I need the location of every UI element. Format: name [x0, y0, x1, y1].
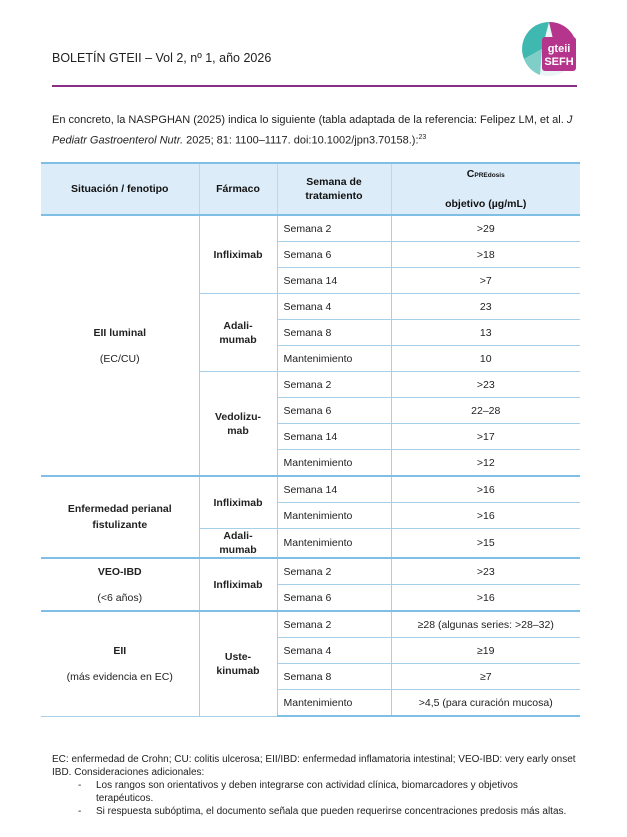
week-cell: Semana 2 [277, 215, 391, 242]
week-cell: Semana 2 [277, 611, 391, 638]
target-value-cell: >23 [391, 372, 580, 398]
table-row [41, 476, 580, 503]
target-value-cell: >15 [391, 529, 580, 559]
target-concentration-table [41, 162, 580, 717]
week-cell: Semana 6 [277, 242, 391, 268]
table-row [41, 558, 580, 585]
col-header-week: Semana de tratamiento [277, 163, 391, 215]
week-cell: Mantenimiento [277, 450, 391, 477]
week-cell: Mantenimiento [277, 690, 391, 717]
situation-title: VEO-IBD [97, 565, 142, 578]
week-cell: Semana 8 [277, 664, 391, 690]
drug-name: Adali- mumab [219, 319, 257, 346]
week-cell: Semana 14 [277, 424, 391, 450]
drug-cell [199, 558, 277, 611]
header-divider [52, 85, 577, 87]
table-body [41, 215, 580, 716]
drug-name: Vedolizu- mab [214, 410, 262, 437]
situation-title: Enfermedad perianal fistulizante [67, 503, 172, 531]
target-value-cell: >4,5 (para curación mucosa) [391, 690, 580, 717]
drug-name: Infliximab [213, 248, 263, 261]
footnote [52, 753, 577, 818]
target-value-cell: >7 [391, 268, 580, 294]
week-cell: Semana 6 [277, 398, 391, 424]
drug-name: Adali- mumab [219, 530, 257, 556]
footnote-list [52, 779, 577, 818]
target-value-cell: ≥19 [391, 638, 580, 664]
situation-cell [41, 611, 199, 716]
situation-title: EII [113, 644, 127, 657]
intro-paragraph: En concreto, la NASPGHAN (2025) indica lo siguiente (tabla adaptada de la referencia: Felipez LM, et al. J Pediatr Gastroenterol Nutr. 2025; 81: 1100–1117. doi:10.1002/jpn3.70158.):$^{23}$ [52, 114, 573, 147]
week-cell: Mantenimiento [277, 503, 391, 529]
drug-name: Infliximab [213, 496, 263, 509]
target-value-cell: 22–28 [391, 398, 580, 424]
col-header-drug: Fármaco [199, 163, 277, 215]
table-row [41, 215, 580, 242]
page-header-title: BOLETÍN GTEII – Vol 2, nº 1, año 2026 [52, 51, 272, 65]
table-header-row [41, 163, 580, 215]
situation-subtitle: (EC/CU) [99, 352, 140, 365]
drug-cell [199, 476, 277, 529]
week-cell: Mantenimiento [277, 529, 391, 559]
week-cell: Semana 2 [277, 558, 391, 585]
target-value-cell: ≥7 [391, 664, 580, 690]
col-header-target: CPREdosis objetivo (µg/mL) [391, 163, 580, 215]
drug-cell [199, 294, 277, 372]
target-value-cell: >29 [391, 215, 580, 242]
situation-title: EII luminal [93, 326, 146, 339]
logo-text-top: gteii [547, 43, 571, 55]
situation-cell [41, 215, 199, 476]
situation-subtitle: (<6 años) [97, 591, 143, 604]
footnote-item: - Los rangos son orientativos y deben integrarse con actividad clínica, biomarcadores y objetivos terapéuticos. [78, 779, 577, 805]
logo-text-bottom: SEFH [544, 56, 574, 68]
target-value-cell: >17 [391, 424, 580, 450]
target-value-cell: >16 [391, 476, 580, 503]
target-value-cell: 10 [391, 346, 580, 372]
situation-cell [41, 558, 199, 611]
col-header-situation: Situación / fenotipo [41, 163, 199, 215]
week-cell: Semana 8 [277, 320, 391, 346]
reference-number: 23 [418, 134, 427, 141]
drug-cell [199, 215, 277, 294]
situation-subtitle: (más evidencia en EC) [66, 670, 173, 683]
situation-cell [41, 476, 199, 558]
target-value-cell: >18 [391, 242, 580, 268]
week-cell: Semana 6 [277, 585, 391, 612]
target-value-cell: 13 [391, 320, 580, 346]
footnote-item: - Si respuesta subóptima, el documento señala que pueden requerirse concentraciones predosis más altas. [78, 805, 577, 818]
drug-cell [199, 529, 277, 559]
target-value-cell: >12 [391, 450, 580, 477]
drug-cell [199, 372, 277, 477]
target-value-cell: >16 [391, 503, 580, 529]
gteii-sefh-logo [520, 19, 578, 79]
target-value-cell: 23 [391, 294, 580, 320]
drug-name: Infliximab [213, 578, 263, 591]
week-cell: Semana 14 [277, 476, 391, 503]
drug-name: Uste- kinumab [216, 650, 260, 677]
drug-cell [199, 611, 277, 716]
target-value-cell: >16 [391, 585, 580, 612]
week-cell: Semana 4 [277, 294, 391, 320]
table-row [41, 611, 580, 638]
journal-name: J Pediatr Gastroenterol Nutr. [52, 114, 573, 147]
week-cell: Mantenimiento [277, 346, 391, 372]
target-value-cell: >23 [391, 558, 580, 585]
week-cell: Semana 2 [277, 372, 391, 398]
week-cell: Semana 4 [277, 638, 391, 664]
footnote-abbreviations: EC: enfermedad de Crohn; CU: colitis ulcerosa; EII/IBD: enfermedad inflamatoria intestinal; VEO-IBD: very early onset IBD. Consideraciones adicionales: [52, 754, 576, 778]
target-value-cell: ≥28 (algunas series: >28–32) [391, 611, 580, 638]
week-cell: Semana 14 [277, 268, 391, 294]
